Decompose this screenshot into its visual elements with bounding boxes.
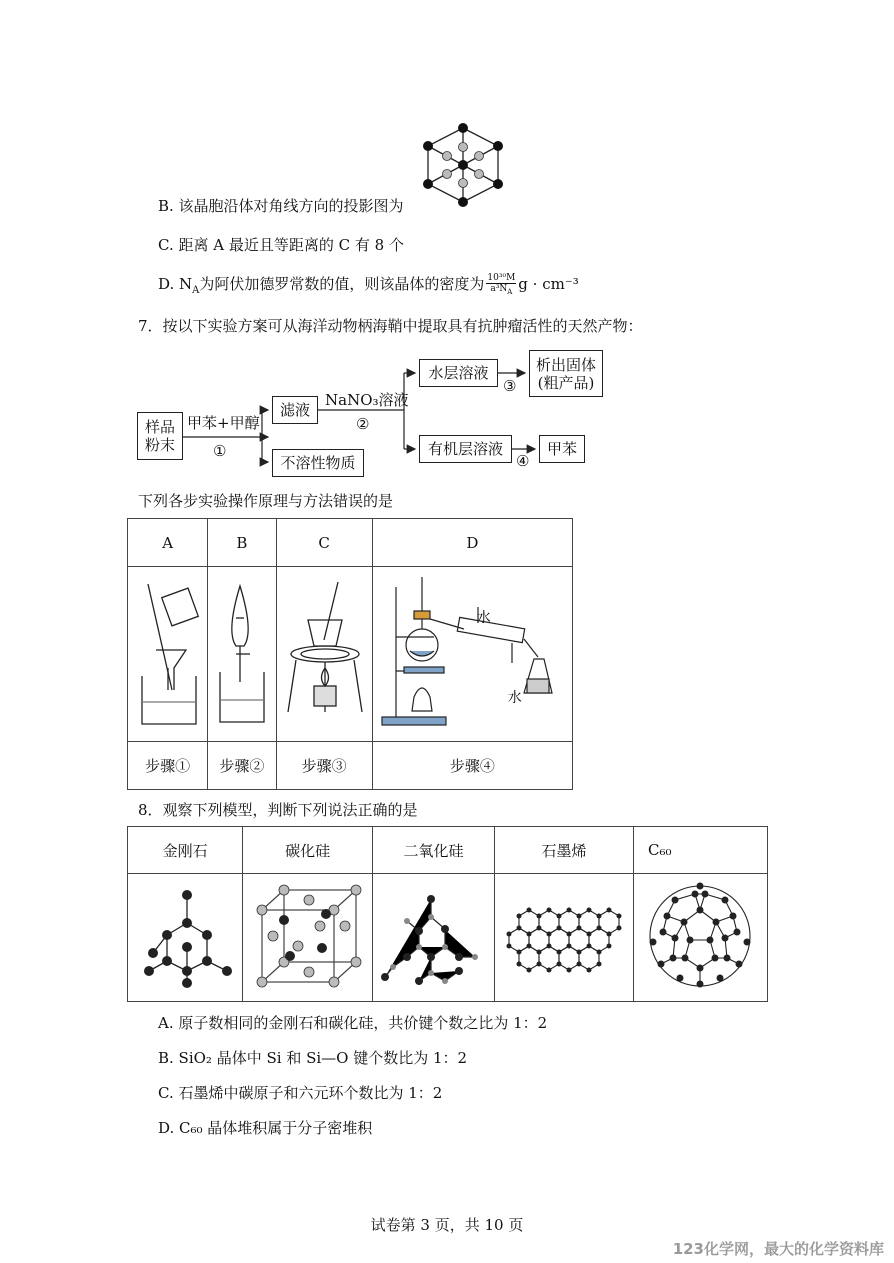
apparatus-evaporation	[276, 567, 372, 742]
distillation-image	[374, 567, 570, 737]
model-header-c60: C₆₀	[633, 827, 767, 874]
evaporation-image	[278, 572, 370, 732]
sic-image	[250, 880, 366, 992]
table-step-2: 步骤②	[208, 742, 276, 790]
q6-option-b: B. 该晶胞沿体对角线方向的投影图为	[158, 197, 404, 215]
q7-stem: 7．按以下实验方案可从海洋动物柄海鞘中提取具有抗肿瘤活性的天然产物：	[138, 317, 643, 335]
q8-option-c: C. 石墨烯中碳原子和六元环个数比为 1：2	[158, 1084, 443, 1102]
apparatus-filtration	[128, 567, 208, 742]
q8-option-b: B. SiO₂ 晶体中 Si 和 Si—O 键个数比为 1：2	[158, 1049, 468, 1067]
density-fraction: $\frac{\text{10³⁰M}}{a^3N_A}$	[487, 273, 516, 296]
flow-reagent1: 甲苯+甲醇	[187, 414, 260, 432]
q8-option-a: A. 原子数相同的金刚石和碳化硅，共价键个数之比为 1：2	[158, 1014, 548, 1032]
q8-option-d: D. C₆₀ 晶体堆积属于分子密堆积	[158, 1119, 373, 1137]
flow-reagent2: NaNO₃溶液	[325, 391, 409, 409]
flow-toluene-box: 甲苯	[539, 435, 585, 463]
sio2-image	[379, 881, 489, 991]
flow-solid-box: 析出固体 (粗产品)	[529, 350, 603, 397]
c60-image	[645, 880, 755, 992]
model-header-graphene: 石墨烯	[495, 827, 634, 874]
separatory-funnel-image	[210, 572, 274, 732]
flow-step1: ①	[213, 442, 227, 460]
diamond-model	[128, 874, 243, 1002]
diamond-image	[135, 881, 235, 991]
model-header-diamond: 金刚石	[128, 827, 243, 874]
flow-aqueous-box: 水层溶液	[419, 359, 498, 387]
table-header-d: D	[372, 519, 572, 567]
flow-step4: ④	[516, 452, 530, 470]
graphene-model	[495, 874, 634, 1002]
watermark: 123化学网，最大的化学资料库	[672, 1240, 884, 1258]
flow-organic-box: 有机层溶液	[419, 435, 512, 463]
flow-step2: ②	[356, 415, 370, 433]
table-step-4: 步骤④	[372, 742, 572, 790]
table-header-c: C	[276, 519, 372, 567]
table-step-3: 步骤③	[276, 742, 372, 790]
flow-sample-box: 样品 粉末	[137, 412, 183, 460]
sio2-model	[372, 874, 494, 1002]
water-outlet-label: 水	[476, 610, 491, 626]
apparatus-separatory	[208, 567, 276, 742]
q8-stem: 8．观察下列模型，判断下列说法正确的是	[138, 801, 418, 819]
q6-option-d: D. $N_A$为阿伏加德罗常数的值，则该晶体的密度为 $\frac{\text{10³⁰M}}{a^3N_A}$ g · cm⁻³	[158, 273, 579, 296]
flow-step3: ③	[503, 377, 517, 395]
apparatus-table	[127, 518, 573, 790]
flow-arrows	[0, 0, 894, 500]
table-header-a: A	[128, 519, 208, 567]
filtration-image	[130, 572, 206, 732]
graphene-image	[499, 886, 629, 986]
model-header-sic: 碳化硅	[243, 827, 373, 874]
page-footer: 试卷第 3 页，共 10 页	[370, 1216, 524, 1234]
q6-option-c: C. 距离 A 最近且等距离的 C 有 8 个	[158, 236, 404, 254]
flow-insoluble-box: 不溶性物质	[272, 449, 364, 477]
apparatus-distillation	[372, 567, 572, 742]
water-inlet-label: 水	[507, 690, 522, 706]
sic-model	[243, 874, 373, 1002]
q7-question: 下列各步实验操作原理与方法错误的是	[138, 492, 394, 510]
c60-model	[633, 874, 767, 1002]
table-header-b: B	[208, 519, 276, 567]
flow-filtrate-box: 滤液	[272, 396, 318, 424]
model-table	[127, 826, 768, 1002]
model-header-sio2: 二氧化硅	[372, 827, 494, 874]
table-step-1: 步骤①	[128, 742, 208, 790]
